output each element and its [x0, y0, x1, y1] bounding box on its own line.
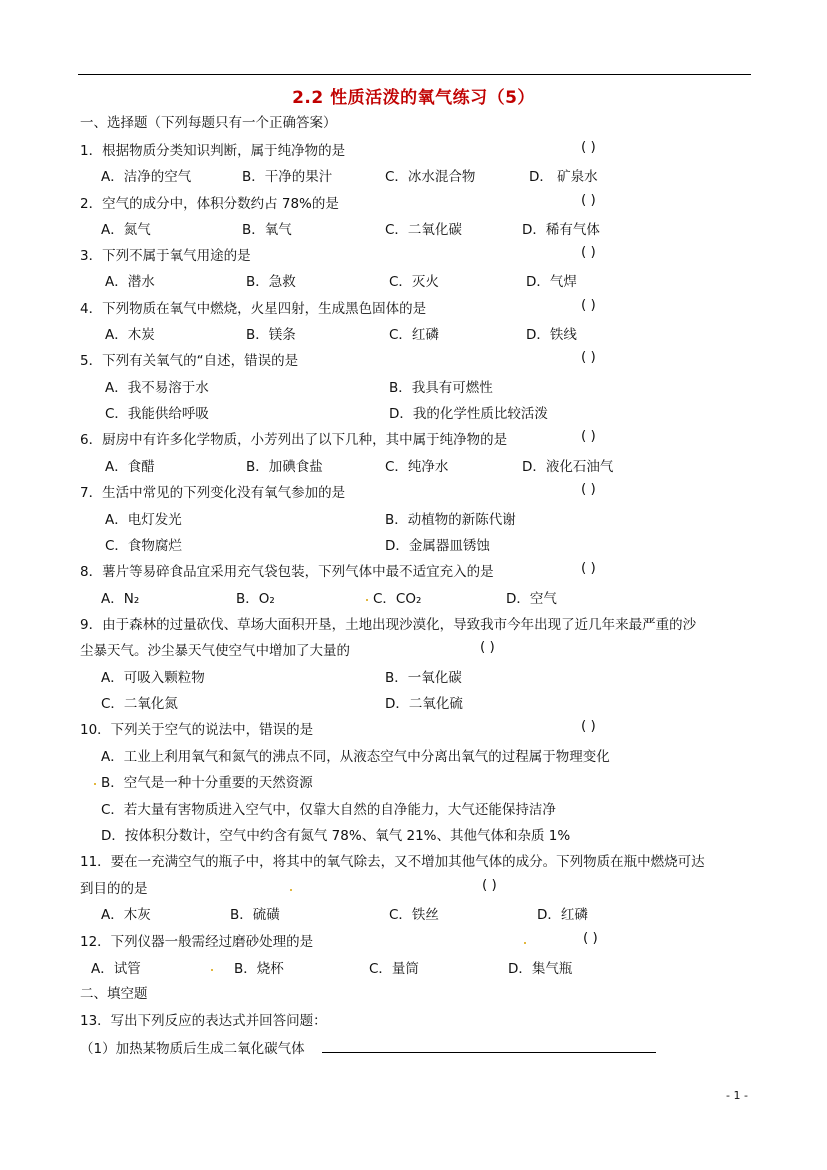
option: B．一氧化碳	[385, 670, 462, 686]
option: B．加碘食盐	[246, 459, 323, 475]
question-stem: 11．要在一充满空气的瓶子中，将其中的氧气除去，又不增加其他气体的成分。下列物质在瓶中燃烧可达	[80, 854, 705, 870]
option: B．O₂	[236, 591, 275, 607]
option: A．氮气	[101, 222, 151, 238]
option: D．集气瓶	[508, 961, 573, 977]
option: C．灭火	[389, 274, 439, 290]
option: A．食醋	[105, 459, 155, 475]
option: A．试管	[91, 961, 141, 977]
section-heading-choice: 一、选择题（下列每题只有一个正确答案）	[80, 115, 337, 131]
option: D．二氧化硫	[385, 696, 463, 712]
option: A．潜水	[105, 274, 155, 290]
option: B．空气是一种十分重要的天然资源	[101, 775, 313, 791]
question-stem: 2．空气的成分中，体积分数约占 78%的是	[80, 196, 339, 212]
option: B．镁条	[246, 327, 296, 343]
option: B．急救	[246, 274, 296, 290]
answer-blank: ( )	[581, 297, 596, 313]
scan-speck	[211, 969, 213, 971]
option: C．量筒	[369, 961, 419, 977]
option: C．二氧化氮	[101, 696, 178, 712]
page-number: - 1 -	[726, 1089, 748, 1102]
scan-speck	[290, 889, 292, 891]
option: A．可吸入颗粒物	[101, 670, 205, 686]
option: D．我的化学性质比较活泼	[389, 406, 548, 422]
option: A．木炭	[105, 327, 155, 343]
option: B．我具有可燃性	[389, 380, 493, 396]
answer-line	[322, 1052, 656, 1053]
question-stem: 10．下列关于空气的说法中，错误的是	[80, 722, 314, 738]
option: A．洁净的空气	[101, 169, 192, 185]
question-stem: 4．下列物质在氧气中燃烧，火星四射，生成黑色固体的是	[80, 301, 427, 317]
option: B．硫磺	[230, 907, 280, 923]
option: C．若大量有害物质进入空气中，仅靠大自然的自净能力，大气还能保持洁净	[101, 802, 556, 818]
option: D．铁线	[526, 327, 577, 343]
answer-blank: ( )	[581, 244, 596, 260]
question-stem: 5．下列有关氧气的“自述，错误的是	[80, 353, 299, 369]
question-stem: 7．生活中常见的下列变化没有氧气参加的是	[80, 485, 346, 501]
question-stem: 6．厨房中有许多化学物质，小芳列出了以下几种，其中属于纯净物的是	[80, 432, 508, 448]
option: D． 矿泉水	[529, 169, 598, 185]
option: D．气焊	[526, 274, 577, 290]
option: C．铁丝	[389, 907, 439, 923]
option: B．烧杯	[234, 961, 284, 977]
sub-question: （1）加热某物质后生成二氧化碳气体	[80, 1041, 305, 1057]
option: C．冰水混合物	[385, 169, 476, 185]
option: C．我能供给呼吸	[105, 406, 209, 422]
option: C．CO₂	[373, 591, 422, 607]
question-stem-continued: 到目的的是	[80, 881, 148, 897]
option: C．二氧化碳	[385, 222, 462, 238]
option: C．食物腐烂	[105, 538, 182, 554]
answer-blank: ( )	[581, 349, 596, 365]
option: A．工业上利用氧气和氮气的沸点不同，从液态空气中分离出氧气的过程属于物理变化	[101, 749, 610, 765]
option: C．纯净水	[385, 459, 449, 475]
option: D．按体积分数计，空气中约含有氮气 78%、氧气 21%、其他气体和杂质 1%	[101, 828, 571, 844]
answer-blank: ( )	[480, 639, 495, 655]
answer-blank: ( )	[581, 560, 596, 576]
option: A．木灰	[101, 907, 151, 923]
option: A．电灯发光	[105, 512, 182, 528]
answer-blank: ( )	[581, 718, 596, 734]
question-stem-continued: 尘暴天气。沙尘暴天气使空气中增加了大量的	[80, 643, 350, 659]
option: B．干净的果汁	[242, 169, 333, 185]
option: B．氧气	[242, 222, 292, 238]
answer-blank: ( )	[581, 139, 596, 155]
question-stem: 1．根据物质分类知识判断，属于纯净物的是	[80, 143, 346, 159]
page-title: 2.2 性质活泼的氧气练习（5）	[292, 88, 535, 108]
answer-blank: ( )	[583, 930, 598, 946]
scan-speck	[366, 599, 368, 601]
answer-blank: ( )	[482, 877, 497, 893]
scan-speck	[524, 942, 526, 944]
header-rule	[78, 74, 751, 75]
option: A．N₂	[101, 591, 140, 607]
question-stem: 9．由于森林的过量砍伐、草场大面积开垦，土地出现沙漠化，导致我市今年出现了近几年来最严重的沙	[80, 617, 697, 633]
question-stem: 3．下列不属于氧气用途的是	[80, 248, 251, 264]
option: A．我不易溶于水	[105, 380, 209, 396]
question-stem: 13．写出下列反应的表达式并回答问题：	[80, 1013, 327, 1029]
question-stem: 8．薯片等易碎食品宜采用充气袋包装，下列气体中最不适宜充入的是	[80, 564, 494, 580]
scan-speck	[94, 783, 96, 785]
section-heading-fill: 二、填空题	[80, 986, 148, 1002]
answer-blank: ( )	[581, 481, 596, 497]
option: D．空气	[506, 591, 557, 607]
answer-blank: ( )	[581, 428, 596, 444]
option: C．红磷	[389, 327, 439, 343]
option: B．动植物的新陈代谢	[385, 512, 516, 528]
option: D．液化石油气	[522, 459, 614, 475]
option: D．红磷	[537, 907, 588, 923]
option: D．稀有气体	[522, 222, 600, 238]
answer-blank: ( )	[581, 192, 596, 208]
option: D．金属器皿锈蚀	[385, 538, 490, 554]
question-stem: 12．下列仪器一般需经过磨砂处理的是	[80, 934, 314, 950]
